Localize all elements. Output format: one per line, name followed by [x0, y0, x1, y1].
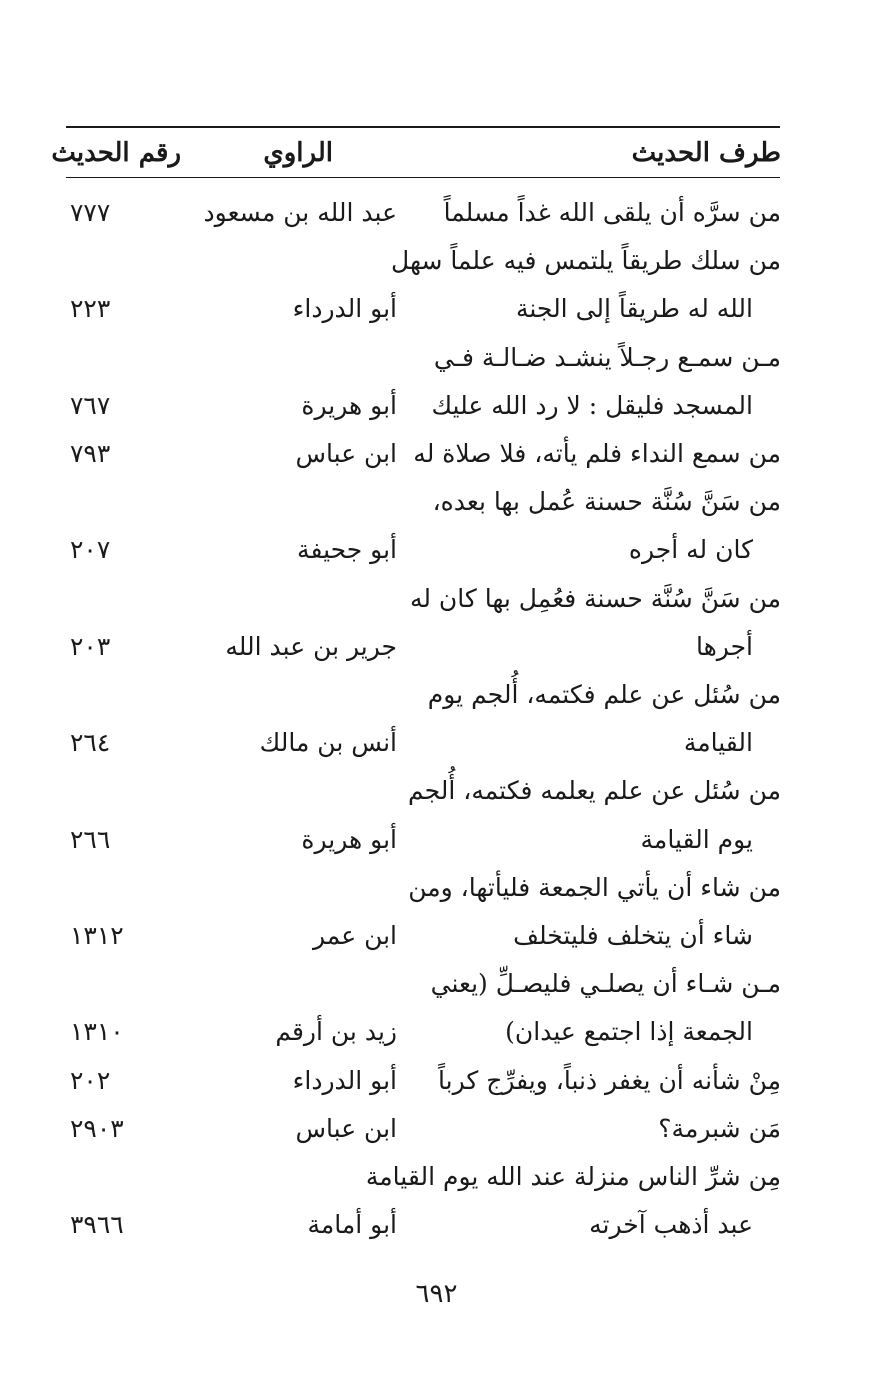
- column-header-number: رقم الحديث: [51, 138, 181, 168]
- narrator-name: أبو هريرة: [301, 390, 397, 420]
- hadith-number: ٢٠٢: [70, 1065, 111, 1095]
- hadith-text-continuation: الجمعة إذا اجتمع عيدان): [505, 1017, 753, 1047]
- narrator-name: ابن عمر: [312, 921, 397, 950]
- hadith-number: ٢٠٧: [70, 535, 111, 565]
- narrator-name: أنس بن مالك: [259, 728, 397, 758]
- hadith-number: ١٣١٠: [70, 1017, 124, 1047]
- hadith-text: مَن شبرمة؟: [658, 1113, 781, 1143]
- hadith-text: مِنْ شأنه أن يغفر ذنباً، ويفرِّج كرباً: [438, 1065, 781, 1095]
- hadith-number: ٢٢٣: [70, 294, 111, 324]
- hadith-text: من سُئل عن علم فكتمه، أُلجم يوم: [427, 680, 781, 709]
- hadith-text-continuation: كان له أجره: [628, 535, 753, 565]
- narrator-name: جرير بن عبد الله: [225, 631, 397, 661]
- hadith-number: ٢٩٠٣: [70, 1113, 124, 1143]
- hadith-number: ٢٦٤: [70, 728, 111, 758]
- hadith-text: من شاء أن يأتي الجمعة فليأتها، ومن: [408, 872, 781, 902]
- hadith-text-continuation: القيامة: [683, 728, 753, 758]
- hadith-text: من سرَّه أن يلقى الله غداً مسلماً: [443, 198, 781, 227]
- hadith-text-continuation: شاء أن يتخلف فليتخلف: [513, 921, 753, 950]
- column-header-narrator: الراوي: [263, 138, 333, 168]
- hadith-number: ١٣١٢: [70, 921, 124, 950]
- hadith-text: من سمع النداء فلم يأته، فلا صلاة له: [413, 439, 781, 468]
- column-header-hadith: طرف الحديث: [631, 138, 781, 168]
- header-top-rule: [66, 126, 780, 128]
- hadith-text-continuation: يوم القيامة: [640, 824, 753, 854]
- narrator-name: أبو هريرة: [301, 824, 397, 854]
- hadith-number: ٢٠٣: [70, 631, 111, 661]
- hadith-text-continuation: عبد أذهب آخرته: [589, 1210, 753, 1240]
- hadith-number: ٣٩٦٦: [70, 1210, 124, 1240]
- hadith-text-continuation: المسجد فليقل : لا رد الله عليك: [431, 390, 753, 420]
- hadith-text-continuation: الله له طريقاً إلى الجنة: [515, 294, 753, 324]
- hadith-text: من سلك طريقاً يلتمس فيه علماً سهل: [391, 246, 781, 276]
- hadith-text: مـن سمـع رجـلاً ينشـد ضـالـة فـي: [433, 342, 781, 372]
- hadith-text-continuation: أجرها: [696, 631, 753, 661]
- hadith-text: من سَنَّ سُنَّة حسنة فعُمِل بها كان له: [409, 583, 781, 613]
- hadith-number: ٢٦٦: [70, 824, 111, 854]
- narrator-name: أبو جحيفة: [297, 535, 397, 565]
- hadith-number: ٧٧٧: [70, 198, 111, 227]
- narrator-name: زيد بن أرقم: [275, 1017, 397, 1047]
- hadith-number: ٧٩٣: [70, 439, 111, 468]
- hadith-text: من سَنَّ سُنَّة حسنة عُمل بها بعده،: [432, 487, 781, 517]
- hadith-text: مـن شـاء أن يصلـي فليصـلِّ (يعني: [430, 969, 781, 999]
- narrator-name: عبد الله بن مسعود: [203, 198, 397, 227]
- narrator-name: ابن عباس: [295, 439, 397, 468]
- hadith-number: ٧٦٧: [70, 390, 111, 420]
- hadith-text: من سُئل عن علم يعلمه فكتمه، أُلجم: [407, 776, 781, 806]
- narrator-name: أبو الدرداء: [292, 1065, 397, 1095]
- narrator-name: ابن عباس: [295, 1113, 397, 1143]
- narrator-name: أبو الدرداء: [292, 294, 397, 324]
- hadith-text: مِن شرِّ الناس منزلة عند الله يوم القيامة: [365, 1162, 781, 1191]
- header-bottom-rule: [66, 177, 780, 178]
- page-number: ٦٩٢: [415, 1279, 458, 1309]
- narrator-name: أبو أمامة: [307, 1210, 397, 1240]
